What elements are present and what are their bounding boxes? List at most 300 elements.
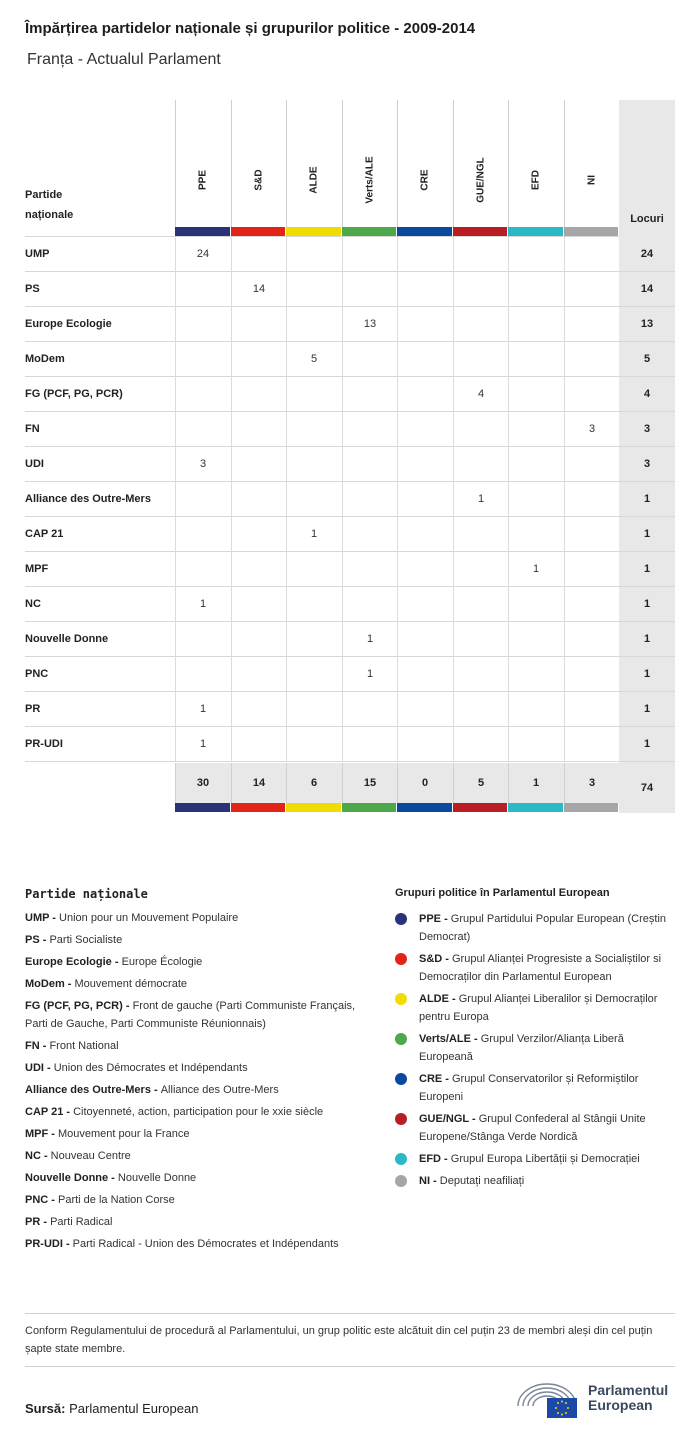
group-legend-heading: Grupuri politice în Parlamentul European <box>395 887 610 899</box>
row-total: 1 <box>643 598 651 610</box>
seat-cell <box>453 692 508 727</box>
legend-abbr: CRE - <box>419 1073 452 1085</box>
seat-cell <box>508 307 563 342</box>
rules-note: Conform Regulamentului de procedură al Parlamentului, un grup politic este alcătuit din cel puțin 23 de membri aleși din cel puțin șapte state membre. <box>25 1325 653 1355</box>
national-legend-item <box>25 953 375 971</box>
group-color-dot-icon <box>395 953 407 965</box>
legend-text: Mouvement pour la France <box>58 1128 190 1140</box>
seat-cell: 1 <box>286 517 341 552</box>
group-color-dot-icon <box>395 913 407 925</box>
group-legend-item <box>395 950 680 986</box>
party-name: PNC <box>25 668 49 680</box>
seat-cell <box>397 307 452 342</box>
group-color-bar <box>286 803 341 812</box>
legend-text: Grupul Verzilor/Alianța Liberă Europeană <box>419 1033 624 1063</box>
seat-cell <box>564 657 619 692</box>
legend-text: Nouvelle Donne <box>117 1172 197 1184</box>
seat-cell <box>397 482 452 517</box>
seat-cell <box>286 237 341 272</box>
group-total: 1 <box>508 763 563 803</box>
seat-cell <box>397 412 452 447</box>
seat-cell <box>175 552 230 587</box>
seat-cell <box>342 272 397 307</box>
seat-cell <box>453 622 508 657</box>
legend-abbr: FG (PCF, PG, PCR) - <box>25 1000 133 1012</box>
page-title: Împărțirea partidelor naționale și grupurilor politice - 2009-2014 <box>25 20 476 37</box>
table-row <box>25 692 675 727</box>
group-color-dot-icon <box>395 1113 407 1125</box>
seat-cell <box>342 692 397 727</box>
seat-cell <box>342 377 397 412</box>
group-legend-item <box>395 1110 680 1146</box>
seat-cell <box>564 587 619 622</box>
legend-abbr: CAP 21 - <box>25 1106 74 1118</box>
national-legend-item <box>25 975 375 993</box>
national-legend-item <box>25 997 375 1033</box>
group-color-bar <box>231 803 285 812</box>
legend-text: Deputați neafiliați <box>439 1175 525 1187</box>
group-color-bar <box>397 803 452 812</box>
seat-cell <box>564 552 619 587</box>
seat-cell <box>231 692 286 727</box>
party-name: UDI <box>25 458 44 470</box>
row-total: 1 <box>643 563 651 575</box>
seat-cell <box>231 727 286 762</box>
row-total: 24 <box>640 248 654 260</box>
seat-cell <box>453 587 508 622</box>
logo-text-line2: European <box>588 1397 653 1413</box>
table-row <box>25 622 675 657</box>
party-name: PS <box>25 283 40 295</box>
party-name: Alliance des Outre-Mers <box>25 493 151 505</box>
legend-abbr: FN - <box>25 1040 50 1052</box>
legend-text: Front de gauche (Parti Communiste Français, Parti de Gauche, Parti Communiste Réunionnais) <box>25 1000 356 1030</box>
seat-cell <box>286 447 341 482</box>
group-total: 3 <box>564 763 619 803</box>
seat-cell <box>175 482 230 517</box>
seat-cell <box>564 482 619 517</box>
table-row <box>25 237 675 272</box>
group-color-bar <box>286 227 341 236</box>
seat-cell <box>453 342 508 377</box>
group-color-bar <box>175 803 230 812</box>
table-row <box>25 727 675 762</box>
seat-cell <box>231 412 286 447</box>
row-total: 5 <box>643 353 651 365</box>
legend-abbr: PPE - <box>419 913 451 925</box>
seat-cell <box>231 657 286 692</box>
seat-cell <box>286 727 341 762</box>
legend-abbr: PS - <box>25 934 50 946</box>
seat-cell <box>453 412 508 447</box>
group-header-label: ALDE <box>308 166 320 194</box>
group-header-label: GUE/NGL <box>475 157 487 203</box>
table-row <box>25 272 675 307</box>
national-legend-heading: Partide naționale <box>25 887 148 901</box>
group-header <box>342 100 397 236</box>
group-header <box>508 100 563 236</box>
national-legend-item <box>25 1191 375 1209</box>
seat-cell <box>564 377 619 412</box>
table-row <box>25 482 675 517</box>
national-legend-item <box>25 1059 375 1077</box>
seat-cell <box>231 342 286 377</box>
party-name: Europe Ecologie <box>25 318 112 330</box>
seat-cell <box>175 412 230 447</box>
row-total: 3 <box>643 423 651 435</box>
party-name: FN <box>25 423 40 435</box>
seat-cell <box>342 517 397 552</box>
legend-text: Front National <box>49 1040 119 1052</box>
seat-cell <box>231 517 286 552</box>
group-legend-item <box>395 990 680 1026</box>
party-name: Nouvelle Donne <box>25 633 109 645</box>
legend-abbr: GUE/NGL - <box>419 1113 479 1125</box>
divider <box>25 1313 675 1314</box>
grand-total: 74 <box>640 782 654 794</box>
seat-cell: 5 <box>286 342 341 377</box>
seat-cell <box>453 552 508 587</box>
legend-text: Grupul Partidului Popular European (Creștin Democrat) <box>419 913 667 943</box>
group-legend-item <box>395 1150 680 1168</box>
seat-cell: 3 <box>564 412 619 447</box>
logo-text-line1: Parlamentul <box>588 1382 669 1398</box>
seat-cell <box>508 377 563 412</box>
group-header <box>231 100 286 236</box>
legend-abbr: PNC - <box>25 1194 58 1206</box>
seat-cell <box>286 657 341 692</box>
seat-cell <box>231 307 286 342</box>
seat-cell <box>564 517 619 552</box>
group-header-label: PPE <box>197 169 209 191</box>
seat-cell <box>564 237 619 272</box>
group-color-dot-icon <box>395 1153 407 1165</box>
seat-cell <box>342 552 397 587</box>
group-color-dot-icon <box>395 1175 407 1187</box>
seat-cell <box>564 727 619 762</box>
seat-cell: 13 <box>342 307 397 342</box>
table-row <box>25 517 675 552</box>
table-row <box>25 552 675 587</box>
row-total: 1 <box>643 668 651 680</box>
group-header <box>453 100 508 236</box>
party-name: UMP <box>25 248 50 260</box>
party-name: MPF <box>25 563 49 575</box>
seat-cell: 1 <box>508 552 563 587</box>
seat-cell <box>175 657 230 692</box>
group-header <box>175 100 230 236</box>
seat-cell <box>508 482 563 517</box>
seat-cell <box>564 307 619 342</box>
political-groups-legend <box>395 887 680 1194</box>
seat-cell: 1 <box>175 587 230 622</box>
national-legend-item <box>25 1125 375 1143</box>
group-color-bar <box>564 227 618 236</box>
seat-cell <box>286 552 341 587</box>
seat-cell <box>175 342 230 377</box>
legend-abbr: UDI - <box>25 1062 54 1074</box>
group-color-bar <box>397 227 452 236</box>
group-color-bar <box>342 803 396 812</box>
seat-cell <box>397 237 452 272</box>
legend-abbr: EFD - <box>419 1153 451 1165</box>
group-header <box>286 100 341 236</box>
legend-abbr: PR-UDI - <box>25 1238 73 1250</box>
party-name: CAP 21 <box>25 528 64 540</box>
legend-text: Alliance des Outre-Mers <box>160 1084 279 1096</box>
seat-cell <box>342 447 397 482</box>
group-color-bar <box>508 227 563 236</box>
group-total: 0 <box>397 763 452 803</box>
seat-cell: 1 <box>175 727 230 762</box>
seat-cell <box>175 272 230 307</box>
seat-cell <box>453 237 508 272</box>
legend-text: Parti Socialiste <box>49 934 123 946</box>
group-legend-item <box>395 1070 680 1106</box>
seat-cell <box>231 552 286 587</box>
row-total: 4 <box>643 388 651 400</box>
party-name: NC <box>25 598 41 610</box>
national-legend-item <box>25 931 375 949</box>
seat-cell <box>397 342 452 377</box>
seat-cell <box>508 692 563 727</box>
group-total: 6 <box>286 763 341 803</box>
seat-cell <box>286 377 341 412</box>
seat-cell <box>286 622 341 657</box>
group-color-dot-icon <box>395 1033 407 1045</box>
seat-cell: 24 <box>175 237 230 272</box>
legend-text: Mouvement démocrate <box>74 978 187 990</box>
group-color-bar <box>231 227 285 236</box>
group-color-dot-icon <box>395 993 407 1005</box>
group-header-label: EFD <box>530 170 542 190</box>
national-parties-legend <box>25 887 375 1257</box>
seat-cell <box>453 272 508 307</box>
group-color-bar <box>453 227 507 236</box>
legend-abbr: Alliance des Outre-Mers - <box>25 1084 161 1096</box>
seat-cell <box>397 517 452 552</box>
row-total: 1 <box>643 493 651 505</box>
seat-cell <box>508 587 563 622</box>
seat-cell <box>286 587 341 622</box>
party-name: FG (PCF, PG, PCR) <box>25 388 123 400</box>
legend-abbr: UMP - <box>25 912 60 924</box>
legend-text: Union pour un Mouvement Populaire <box>59 912 239 924</box>
row-total: 1 <box>643 528 651 540</box>
seat-cell <box>175 307 230 342</box>
divider <box>25 1366 675 1367</box>
table-row <box>25 447 675 482</box>
table-row <box>25 342 675 377</box>
seat-cell <box>397 552 452 587</box>
seat-cell: 1 <box>453 482 508 517</box>
group-total: 14 <box>231 763 286 803</box>
national-legend-item <box>25 1169 375 1187</box>
seat-cell <box>508 447 563 482</box>
group-header <box>564 100 619 236</box>
seat-cell <box>286 307 341 342</box>
group-legend-item <box>395 1030 680 1066</box>
national-legend-item <box>25 909 375 927</box>
seat-cell <box>231 237 286 272</box>
seat-cell <box>564 272 619 307</box>
seat-cell <box>342 412 397 447</box>
group-total: 30 <box>175 763 230 803</box>
seat-cell <box>453 307 508 342</box>
national-legend-item <box>25 1235 375 1253</box>
seat-cell <box>397 657 452 692</box>
seat-cell <box>286 412 341 447</box>
group-header-label: CRE <box>419 169 431 191</box>
legend-text: Grupul Conservatorilor și Reformiștilor Europeni <box>419 1073 639 1103</box>
group-color-bar <box>342 227 396 236</box>
party-name: MoDem <box>25 353 65 365</box>
seat-cell <box>453 727 508 762</box>
national-legend-item <box>25 1081 375 1099</box>
legend-abbr: Europe Ecologie - <box>25 956 122 968</box>
legend-text: Parti de la Nation Corse <box>58 1194 175 1206</box>
seat-cell <box>286 692 341 727</box>
table-row <box>25 307 675 342</box>
group-color-dot-icon <box>395 1073 407 1085</box>
seat-cell <box>508 727 563 762</box>
seat-cell <box>342 482 397 517</box>
seat-cell <box>564 692 619 727</box>
european-parliament-logo <box>514 1376 684 1420</box>
legend-text: Parti Radical <box>50 1216 113 1228</box>
seat-cell <box>342 237 397 272</box>
seat-cell <box>342 587 397 622</box>
group-legend-item <box>395 910 680 946</box>
seat-cell <box>508 517 563 552</box>
seat-cell <box>286 272 341 307</box>
seat-cell <box>231 587 286 622</box>
seat-cell <box>508 622 563 657</box>
source-value: Parlamentul European <box>69 1401 199 1416</box>
page-subtitle: Franța - Actualul Parlament <box>27 51 221 68</box>
seat-cell <box>175 517 230 552</box>
seat-cell <box>342 727 397 762</box>
national-legend-item <box>25 1213 375 1231</box>
seat-cell <box>508 237 563 272</box>
group-header <box>397 100 452 236</box>
legend-text: Grupul Confederal al Stângii Unite Europene/Stânga Verde Nordică <box>419 1113 646 1143</box>
legend-text: Europe Écologie <box>121 956 203 968</box>
legend-abbr: MoDem - <box>25 978 75 990</box>
party-name: PR-UDI <box>25 738 63 750</box>
source-label: Sursă: <box>25 1401 66 1416</box>
table-row <box>25 587 675 622</box>
row-total: 1 <box>643 738 651 750</box>
seat-cell <box>564 342 619 377</box>
legend-abbr: NC - <box>25 1150 51 1162</box>
group-legend-item <box>395 1172 680 1190</box>
row-total: 1 <box>643 703 651 715</box>
group-total: 5 <box>453 763 508 803</box>
legend-abbr: ALDE - <box>419 993 459 1005</box>
seat-cell <box>397 727 452 762</box>
legend-text: Union des Démocrates et Indépendants <box>53 1062 248 1074</box>
legend-abbr: NI - <box>419 1175 440 1187</box>
legend-text: Parti Radical - Union des Démocrates et Indépendants <box>72 1238 339 1250</box>
group-header-label: NI <box>586 175 598 185</box>
seat-cell <box>397 272 452 307</box>
source-line <box>25 1401 198 1416</box>
row-total: 13 <box>640 318 654 330</box>
table-row <box>25 377 675 412</box>
legend-abbr: Nouvelle Donne - <box>25 1172 118 1184</box>
legend-text: Citoyenneté, action, participation pour le xxie siècle <box>73 1106 324 1118</box>
party-column-header: Partide naționale <box>25 189 74 221</box>
seat-cell: 4 <box>453 377 508 412</box>
table-row <box>25 412 675 447</box>
legend-abbr: Verts/ALE - <box>419 1033 481 1045</box>
total-column-header: Locuri <box>630 213 664 225</box>
national-legend-item <box>25 1037 375 1055</box>
seat-cell: 14 <box>231 272 286 307</box>
party-name: PR <box>25 703 41 715</box>
national-legend-item <box>25 1103 375 1121</box>
seat-cell <box>508 412 563 447</box>
seat-cell: 1 <box>342 657 397 692</box>
seat-cell <box>453 447 508 482</box>
group-header-label: Verts/ALE <box>364 156 376 204</box>
legend-abbr: MPF - <box>25 1128 58 1140</box>
legend-text: Grupul Europa Libertății și Democrației <box>450 1153 640 1165</box>
group-color-bar <box>453 803 507 812</box>
parliament-hemicycle-icon <box>514 1376 580 1420</box>
group-header-label: S&D <box>253 169 265 191</box>
row-total: 1 <box>643 633 651 645</box>
seat-cell <box>397 692 452 727</box>
legend-abbr: S&D - <box>419 953 452 965</box>
seat-cell <box>397 447 452 482</box>
legend-text: Nouveau Centre <box>50 1150 131 1162</box>
seat-cell <box>453 657 508 692</box>
group-color-bar <box>508 803 563 812</box>
group-color-bar <box>175 227 230 236</box>
seat-cell <box>508 657 563 692</box>
row-total: 3 <box>643 458 651 470</box>
group-color-bar <box>564 803 618 812</box>
seat-cell <box>231 377 286 412</box>
seat-cell <box>231 622 286 657</box>
seat-cell: 3 <box>175 447 230 482</box>
legend-text: Grupul Alianței Progresiste a Socialiștilor si Democraților din Parlamentul European <box>419 953 662 983</box>
seat-cell <box>175 622 230 657</box>
table-row <box>25 657 675 692</box>
seat-cell <box>564 622 619 657</box>
seat-cell <box>508 342 563 377</box>
seat-cell: 1 <box>175 692 230 727</box>
national-legend-item <box>25 1147 375 1165</box>
seat-cell <box>453 517 508 552</box>
seat-cell <box>397 622 452 657</box>
seat-cell <box>342 342 397 377</box>
seat-cell <box>286 482 341 517</box>
row-total: 14 <box>640 283 654 295</box>
legend-abbr: PR - <box>25 1216 51 1228</box>
seat-cell <box>508 272 563 307</box>
seat-cell <box>397 587 452 622</box>
seat-cell <box>231 447 286 482</box>
seat-cell <box>231 482 286 517</box>
group-total: 15 <box>342 763 397 803</box>
legend-text: Grupul Alianței Liberalilor și Democraților pentru Europa <box>419 993 658 1023</box>
seat-cell <box>564 447 619 482</box>
seat-cell: 1 <box>342 622 397 657</box>
seat-cell <box>397 377 452 412</box>
